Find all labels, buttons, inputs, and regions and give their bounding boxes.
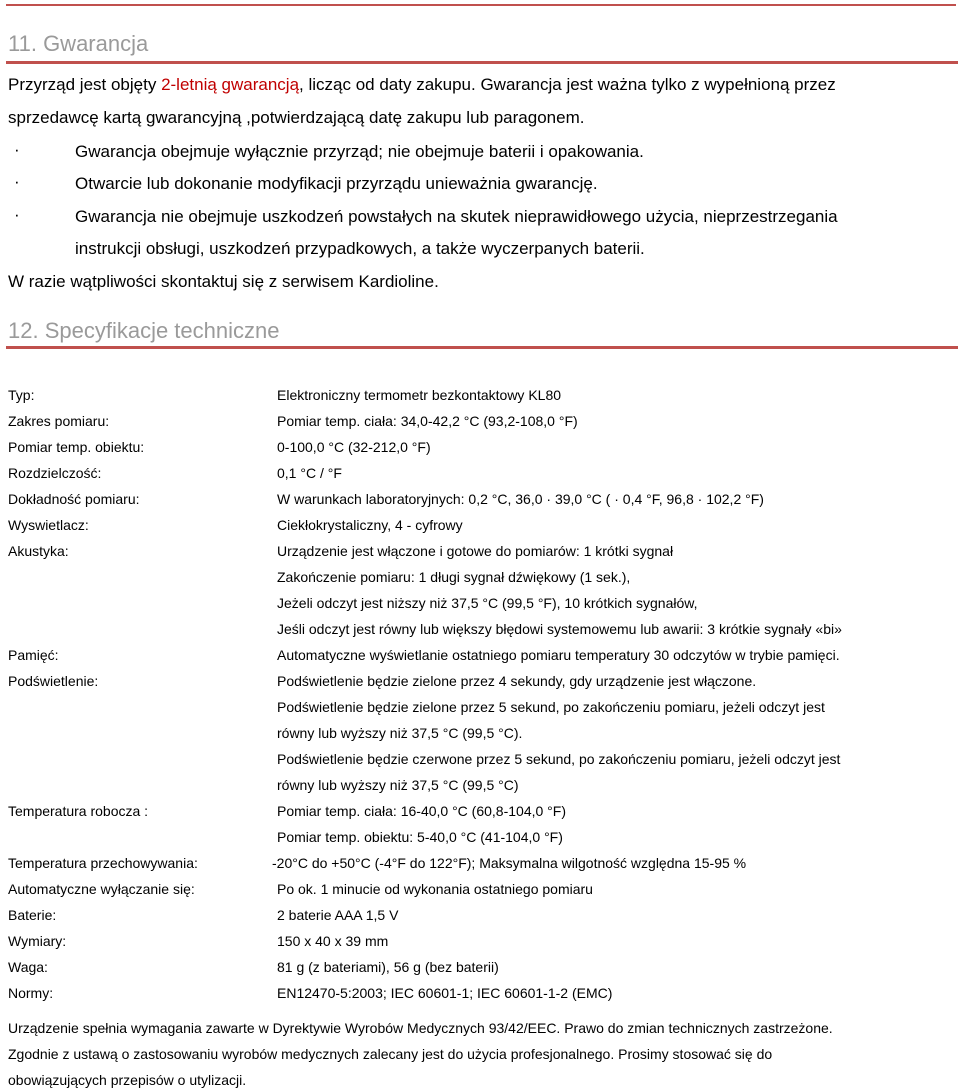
spec-value: 2 baterie AAA 1,5 V	[277, 907, 399, 923]
spec-label: Dokładność pomiaru:	[8, 491, 140, 507]
contact-note: W razie wątpliwości skontaktuj się z serwisem Kardioline.	[8, 272, 439, 291]
warranty-text-a: Przyrząd jest objęty	[8, 75, 162, 94]
spec-label: Automatyczne wyłączanie się:	[8, 881, 195, 897]
spec-label: Pamięć:	[8, 647, 59, 663]
spec-label: Waga:	[8, 959, 48, 975]
bullet-mark: ·	[14, 172, 20, 191]
list-item-text: Gwarancja obejmuje wyłącznie przyrząd; nie obejmuje baterii i opakowania.	[75, 142, 644, 161]
spec-value: Pomiar temp. ciała: 16-40,0 °C (60,8-104,0 °F)	[277, 803, 566, 819]
spec-value: Ciekłokrystaliczny, 4 - cyfrowy	[277, 517, 463, 533]
spec-label: Baterie:	[8, 907, 57, 923]
spec-label: Akustyka:	[8, 543, 69, 559]
spec-label: Temperatura przechowywania:	[8, 855, 198, 871]
spec-value: równy lub wyższy niż 37,5 °C (99,5 °C).	[277, 725, 523, 741]
spec-value: -20°C do +50°C (-4°F do 122°F); Maksymalna wilgotność względna 15-95 %	[272, 855, 747, 871]
spec-value: równy lub wyższy niż 37,5 °C (99,5 °C)	[277, 777, 519, 793]
footer-line-2: Zgodnie z ustawą o zastosowaniu wyrobów medycznych zalecany jest do użycia profesjonalnego. Prosimy stosować się do	[8, 1046, 773, 1062]
list-item-text: Gwarancja nie obejmuje uszkodzeń powstałych na skutek nieprawidłowego użycia, nieprzestrzegania	[75, 207, 838, 226]
spec-value: Zakończenie pomiaru: 1 długi sygnał dźwiękowy (1 sek.),	[277, 569, 631, 585]
spec-value: Elektroniczny termometr bezkontaktowy KL80	[277, 387, 562, 403]
spec-value: Po ok. 1 minucie od wykonania ostatniego pomiaru	[277, 881, 593, 897]
spec-value: Jeśli odczyt jest równy lub większy błędowi systemowemu lub awarii: 3 krótkie sygnały «bi»	[277, 621, 842, 637]
spec-label: Wyswietlacz:	[8, 517, 89, 533]
spec-value: Automatyczne wyświetlanie ostatniego pomiaru temperatury 30 odczytów w trybie pamięci.	[277, 647, 840, 663]
footer-line-3: obowiązujących przepisów o utylizacji.	[8, 1072, 247, 1088]
section-12-rule	[6, 346, 958, 349]
spec-label: Pomiar temp. obiektu:	[8, 439, 145, 455]
spec-value: EN12470-5:2003; IEC 60601-1; IEC 60601-1-2 (EMC)	[277, 985, 613, 1001]
list-item-text: Otwarcie lub dokonanie modyfikacji przyrządu unieważnia gwarancję.	[75, 174, 598, 193]
spec-value: Pomiar temp. ciała: 34,0-42,2 °C (93,2-108,0 °F)	[277, 413, 578, 429]
spec-value: Jeżeli odczyt jest niższy niż 37,5 °C (99,5 °F), 10 krótkich sygnałów,	[277, 595, 698, 611]
spec-value: 150 x 40 x 39 mm	[277, 933, 389, 949]
warranty-paragraph-line-2: sprzedawcę kartą gwarancyjną ,potwierdzającą datę zakupu lub paragonem.	[8, 108, 585, 127]
section-12-title: 12. Specyfikacje techniczne	[8, 318, 280, 343]
warranty-text-c: , licząc od daty zakupu. Gwarancja jest ważna tylko z wypełnioną przez	[299, 75, 836, 94]
spec-label: Typ:	[8, 387, 35, 403]
spec-value: Podświetlenie będzie zielone przez 5 sekund, po zakończeniu pomiaru, jeżeli odczyt jest	[277, 699, 825, 715]
spec-value: 81 g (z bateriami), 56 g (bez baterii)	[277, 959, 499, 975]
spec-value: Podświetlenie będzie zielone przez 4 sekundy, gdy urządzenie jest włączone.	[277, 673, 757, 689]
warranty-period: 2-letnią gwarancją	[161, 75, 300, 94]
spec-value: 0,1 °C / °F	[277, 465, 342, 481]
bullet-mark: ·	[14, 205, 20, 224]
list-item-text: instrukcji obsługi, uszkodzeń przypadkowych, a także wyczerpanych baterii.	[75, 239, 645, 258]
footer-line-1: Urządzenie spełnia wymagania zawarte w Dyrektywie Wyrobów Medycznych 93/42/EEC. Prawo do zmian technicznych zastrzeżone.	[8, 1020, 833, 1036]
bullet-mark: ·	[14, 140, 20, 159]
section-11-title: 11. Gwarancja	[8, 31, 149, 56]
spec-value: W warunkach laboratoryjnych: 0,2 °C, 36,0 · 39,0 °C ( · 0,4 °F, 96,8 · 102,2 °F)	[277, 491, 764, 507]
spec-label: Rozdzielczość:	[8, 465, 102, 481]
spec-value: Podświetlenie będzie czerwone przez 5 sekund, po zakończeniu pomiaru, jeżeli odczyt jest	[277, 751, 841, 767]
spec-label: Normy:	[8, 985, 54, 1001]
spec-value: Pomiar temp. obiektu: 5-40,0 °C (41-104,0 °F)	[277, 829, 563, 845]
spec-label: Zakres pomiaru:	[8, 413, 110, 429]
top-rule	[6, 4, 956, 6]
spec-value: 0-100,0 °C (32-212,0 °F)	[277, 439, 431, 455]
spec-label: Podświetlenie:	[8, 673, 99, 689]
warranty-paragraph-line-1	[8, 75, 836, 95]
section-11-rule	[6, 61, 958, 64]
spec-label: Wymiary:	[8, 933, 67, 949]
spec-value: Urządzenie jest włączone i gotowe do pomiarów: 1 krótki sygnał	[277, 543, 674, 559]
spec-label: Temperatura robocza :	[8, 803, 149, 819]
